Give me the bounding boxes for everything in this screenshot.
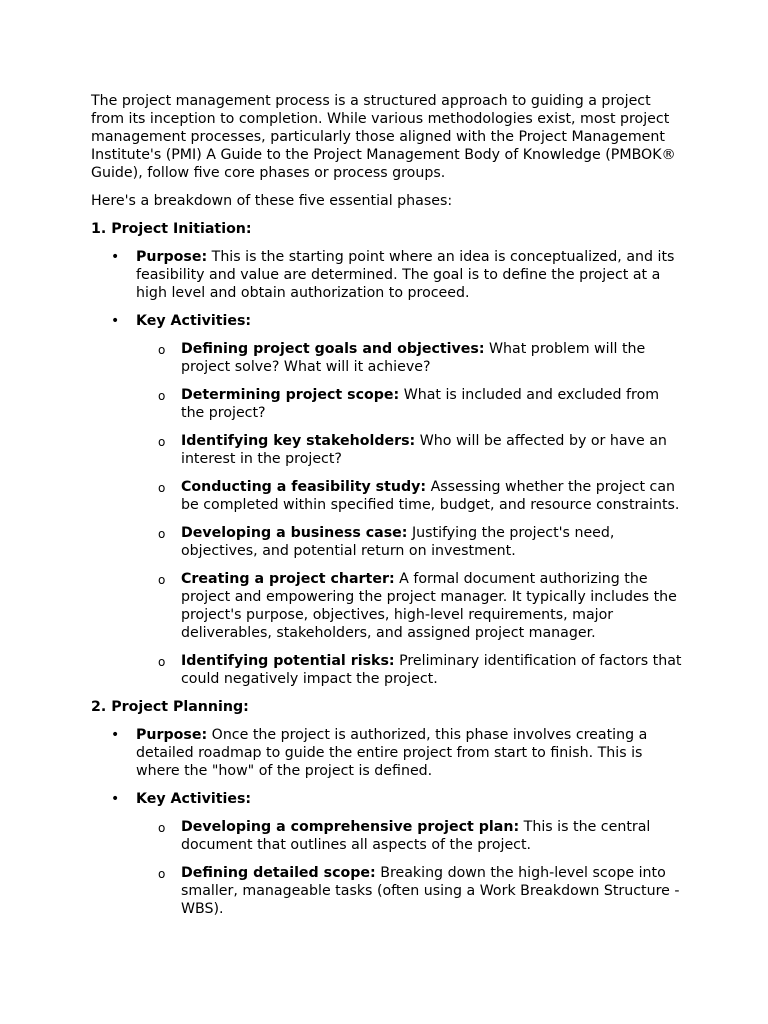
key-activities-item: [91, 790, 686, 918]
activity-item: [136, 386, 686, 422]
activity-label: Identifying key stakeholders:: [181, 433, 416, 449]
activity-text: Justifying the project's need, objectives, and potential return on investment.: [181, 525, 615, 559]
activity-label: Identifying potential risks:: [181, 653, 395, 669]
activity-item: [136, 340, 686, 376]
purpose-label: Purpose:: [136, 249, 208, 265]
activity-label: Conducting a feasibility study:: [181, 479, 427, 495]
sub-bullet-icon: o: [158, 821, 166, 835]
bullet-icon: •: [111, 249, 120, 265]
activity-text: Preliminary identification of factors that could negatively impact the project.: [181, 653, 682, 687]
activity-label: Developing a business case:: [181, 525, 408, 541]
activity-list: [136, 818, 686, 918]
sub-bullet-icon: o: [158, 655, 166, 669]
activity-label: Determining project scope:: [181, 387, 400, 403]
document-page: [91, 92, 686, 928]
sub-bullet-icon: o: [158, 389, 166, 403]
sub-bullet-icon: o: [158, 867, 166, 881]
lead-paragraph: Here's a breakdown of these five essential phases:: [91, 193, 453, 209]
purpose-label: Purpose:: [136, 727, 208, 743]
bullet-icon: •: [111, 727, 120, 743]
sub-bullet-icon: o: [158, 435, 166, 449]
sub-bullet-icon: o: [158, 527, 166, 541]
phase-bullet-list: [91, 248, 686, 688]
activity-label: Creating a project charter:: [181, 571, 395, 587]
activity-label: Defining project goals and objectives:: [181, 341, 485, 357]
bullet-icon: •: [111, 791, 120, 807]
activity-text: Breaking down the high-level scope into smaller, manageable tasks (often using a Work Breakdown Structure - WBS).: [181, 865, 680, 917]
activity-label: Developing a comprehensive project plan:: [181, 819, 520, 835]
activity-text: This is the central document that outlines all aspects of the project.: [181, 819, 651, 853]
activity-list: [136, 340, 686, 688]
purpose-text: Once the project is authorized, this phase involves creating a detailed roadmap to guide the entire project from start to finish. This is where the "how" of the project is defined.: [136, 727, 648, 779]
activity-item: [136, 524, 686, 560]
activity-text: What is included and excluded from the project?: [181, 387, 660, 421]
purpose-item: [91, 726, 686, 780]
phase-bullet-list: [91, 726, 686, 918]
activity-text: A formal document authorizing the project and empowering the project manager. It typically includes the project's purpose, objectives, high-level requirements, major deliverables, stakeholders, and assigned project manager.: [181, 571, 677, 641]
activity-item: [136, 570, 686, 642]
activity-text: Assessing whether the project can be completed within specified time, budget, and resource constraints.: [181, 479, 680, 513]
bullet-icon: •: [111, 313, 120, 329]
activity-item: [136, 478, 686, 514]
key-activities-label: Key Activities:: [136, 313, 252, 329]
phase-section: [91, 698, 686, 918]
key-activities-item: [91, 312, 686, 688]
key-activities-label: Key Activities:: [136, 791, 252, 807]
activity-item: [136, 864, 686, 918]
activity-text: What problem will the project solve? What will it achieve?: [181, 341, 646, 375]
phase-section: [91, 220, 686, 688]
activity-item: [136, 652, 686, 688]
sub-bullet-icon: o: [158, 481, 166, 495]
activity-item: [136, 432, 686, 468]
phase-heading: 2. Project Planning:: [91, 699, 249, 715]
activity-text: Who will be affected by or have an interest in the project?: [181, 433, 667, 467]
intro-paragraph: The project management process is a structured approach to guiding a project from its inception to completion. While various methodologies exist, most project management processes, particularly those aligned with the Project Management Institute's (PMI) A Guide to the Project Management Body of Knowledge (PMBOK® Guide), follow five core phases or process groups.: [91, 93, 676, 181]
sub-bullet-icon: o: [158, 573, 166, 587]
phase-heading: 1. Project Initiation:: [91, 221, 252, 237]
sub-bullet-icon: o: [158, 343, 166, 357]
activity-item: [136, 818, 686, 854]
activity-label: Defining detailed scope:: [181, 865, 376, 881]
purpose-text: This is the starting point where an idea is conceptualized, and its feasibility and value are determined. The goal is to define the project at a high level and obtain authorization to proceed.: [136, 249, 675, 301]
purpose-item: [91, 248, 686, 302]
